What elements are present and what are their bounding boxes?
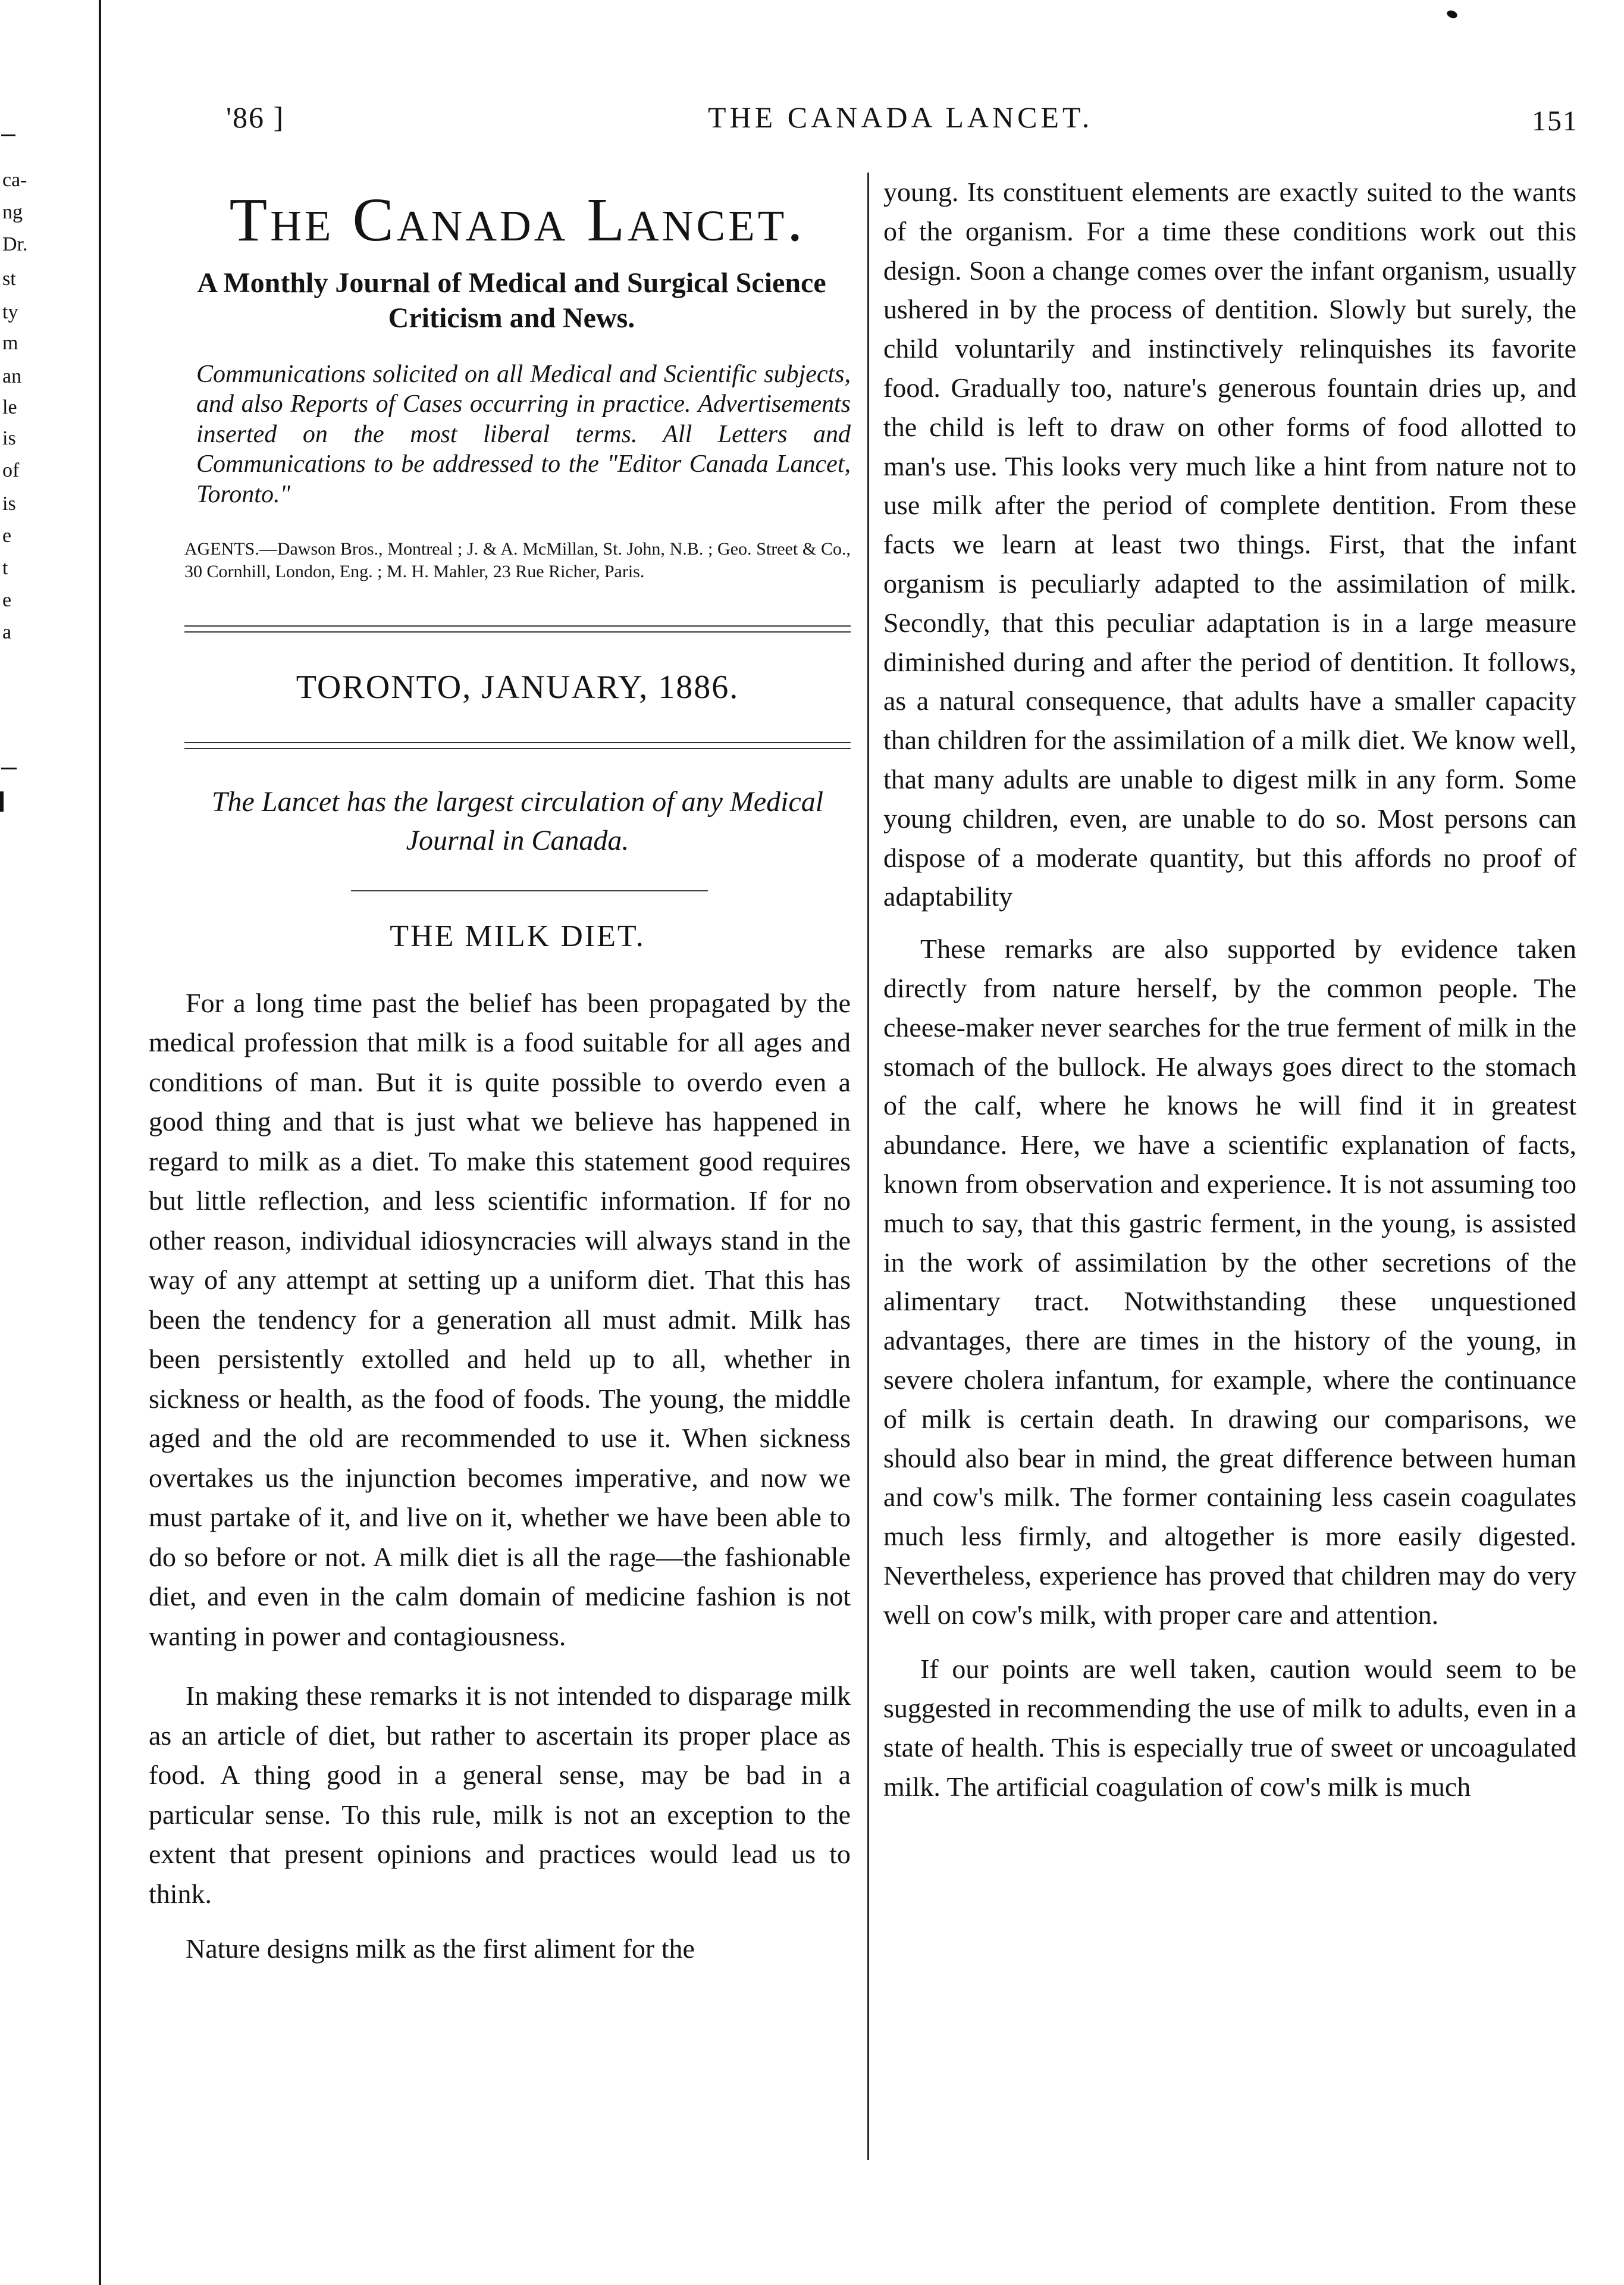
bleed-fragment: a — [2, 621, 12, 643]
bleed-fragment: le — [2, 396, 17, 418]
bleed-rule-mark — [1, 768, 17, 769]
article-paragraph: In making these remarks it is not intended to disparage milk as an article of diet, but rather to ascertain its proper place as food. A thing good in a general sense, may be bad in a particular sense. To this rule, milk is not an exception to the extent that present opinions and practices would lead us to think. — [149, 1680, 851, 1909]
bleed-fragment: ty — [2, 301, 18, 323]
double-rule — [184, 742, 851, 749]
right-column — [883, 173, 1576, 1807]
bleed-fragment: t — [2, 557, 8, 579]
article-paragraph: These remarks are also supported by evidence taken directly from nature herself, by the common people. The cheese-maker never searches for the true ferment of milk in the stomach of the bullock. He always goes direct to the stomach of the calf, where he knows he will find it in greatest abundance. Here, we have a scientific explanation of facts, known from observation and experience. It is not assuming too much to say, that this gastric ferment, in the young, is assisted in the work of assimilation by the other secretions of the alimentary tract. Notwithstanding these unquestioned advantages, there are times in the history of the young, in severe cholera infantum, for example, where the continuance of milk is certain death. In drawing our comparisons, we should also bear in mind, the great difference between human and cow's milk. The former containing less casein coagulates much less firmly, and altogether is more easily digested. Nevertheless, experience has proved that children may do very well on cow's milk, with proper care and attention. — [883, 934, 1576, 1630]
bleed-fragment: is — [2, 493, 16, 515]
bleed-fragment: is — [2, 427, 16, 449]
editorial-notice: Communications solicited on all Medical and Scientific subjects, and also Reports of Cases occurring in practice. Advertisements inserted on the most liberal terms. All Letters and Communications to be addressed to the "Editor Canada Lancet, Toronto." — [196, 361, 851, 508]
bleed-fragment: ca- — [2, 169, 27, 191]
double-rule — [184, 625, 851, 633]
bleed-fragment: st — [2, 268, 16, 290]
bleed-rule-mark — [0, 791, 4, 812]
ink-speck — [1446, 9, 1458, 19]
bleed-fragment: an — [2, 365, 22, 387]
bleed-fragment: m — [2, 332, 18, 354]
article-paragraph: Nature designs milk as the first aliment for the — [186, 1933, 695, 1964]
agents-notice: AGENTS.—Dawson Bros., Montreal ; J. & A. McMillan, St. John, N.B. ; Geo. Street & Co., 30 Cornhill, London, Eng. ; M. H. Mahler, 23 Rue Richer, Paris. — [184, 539, 851, 581]
masthead-subtitle — [173, 266, 851, 336]
running-head-title: THE CANADA LANCET. — [708, 101, 1093, 134]
page-number: 151 — [1532, 105, 1578, 137]
masthead-title: The Canada Lancet. — [229, 186, 806, 254]
section-rule — [351, 890, 708, 891]
article-paragraph: If our points are well taken, caution would seem to be suggested in recommending the use of milk to adults, even in a state of health. This is especially true of sweet or uncoagulated milk. The artificial coagulation of cow's milk is much — [883, 1654, 1576, 1802]
article-paragraph-continued: young. Its constituent elements are exactly suited to the wants of the organism. For a time these conditions work out this design. Soon a change comes over the infant organism, usually ushered in by the process of dentition. Slowly but surely, the child voluntarily and instinctively relinquishes its favorite food. Gradually too, nature's generous fountain dries up, and the child is left to draw on other forms of food allotted to man's use. This looks very much like a hint from nature not to use milk after the period of complete dentition. From these facts we learn at least two things. First, that the infant organism is peculiarly adapted to the assimilation of milk. Secondly, that this peculiar adaptation is in a large measure diminished during and after the period of dentition. It follows, as a natural consequence, that adults have a smaller capacity than children for the assimilation of a milk diet. We know well, that many adults are unable to digest milk in any form. Some young children, even, are unable to do so. Most persons can dispose of a moderate quantity, but this affords no proof of adaptability — [883, 177, 1576, 912]
page-gutter-line — [99, 0, 101, 2285]
bleed-fragment: ng — [2, 201, 23, 223]
article-title: THE MILK DIET. — [390, 919, 645, 953]
bleed-fragment: e — [2, 589, 12, 611]
running-head-year: '86 ] — [226, 101, 285, 134]
left-column — [149, 173, 851, 1969]
masthead-subtitle-line2: Criticism and News. — [388, 302, 635, 334]
bleed-fragment: Dr. — [2, 233, 28, 255]
bleed-fragment: of — [2, 459, 20, 481]
masthead-subtitle-line1: A Monthly Journal of Medical and Surgical Science — [197, 267, 826, 299]
bleed-fragment: e — [2, 525, 12, 547]
circulation-notice: The Lancet has the largest circulation of any Medical Journal in Canada. — [211, 786, 824, 857]
article-paragraph: For a long time past the belief has been propagated by the medical profession that milk is a food suitable for all ages and conditions of man. But it is quite possible to overdo even a good thing and that is just what we believe has happened in regard to milk as a diet. To make this statement good requires but little reflection, and less scientific information. If for no other reason, individual idiosyncracies will always stand in the way of any attempt at setting up a uniform diet. That this has been the tendency for a generation all must admit. Milk has been persistently extolled and held up to all, whether in sickness or health, as the food of foods. The young, the middle aged and the old are recommended to use it. When sickness overtakes us the injunction becomes imperative, and now we must partake of it, and live on it, whether we have been able to do so before or not. A milk diet is all the rage—the fashionable diet, and even in the calm domain of medicine fashion is not wanting in power and contagiousness. — [149, 987, 851, 1651]
bleed-rule-mark — [1, 134, 15, 136]
column-divider — [867, 173, 869, 2160]
dateline: TORONTO, JANUARY, 1886. — [296, 669, 739, 706]
adjacent-page-bleed — [0, 0, 101, 2285]
